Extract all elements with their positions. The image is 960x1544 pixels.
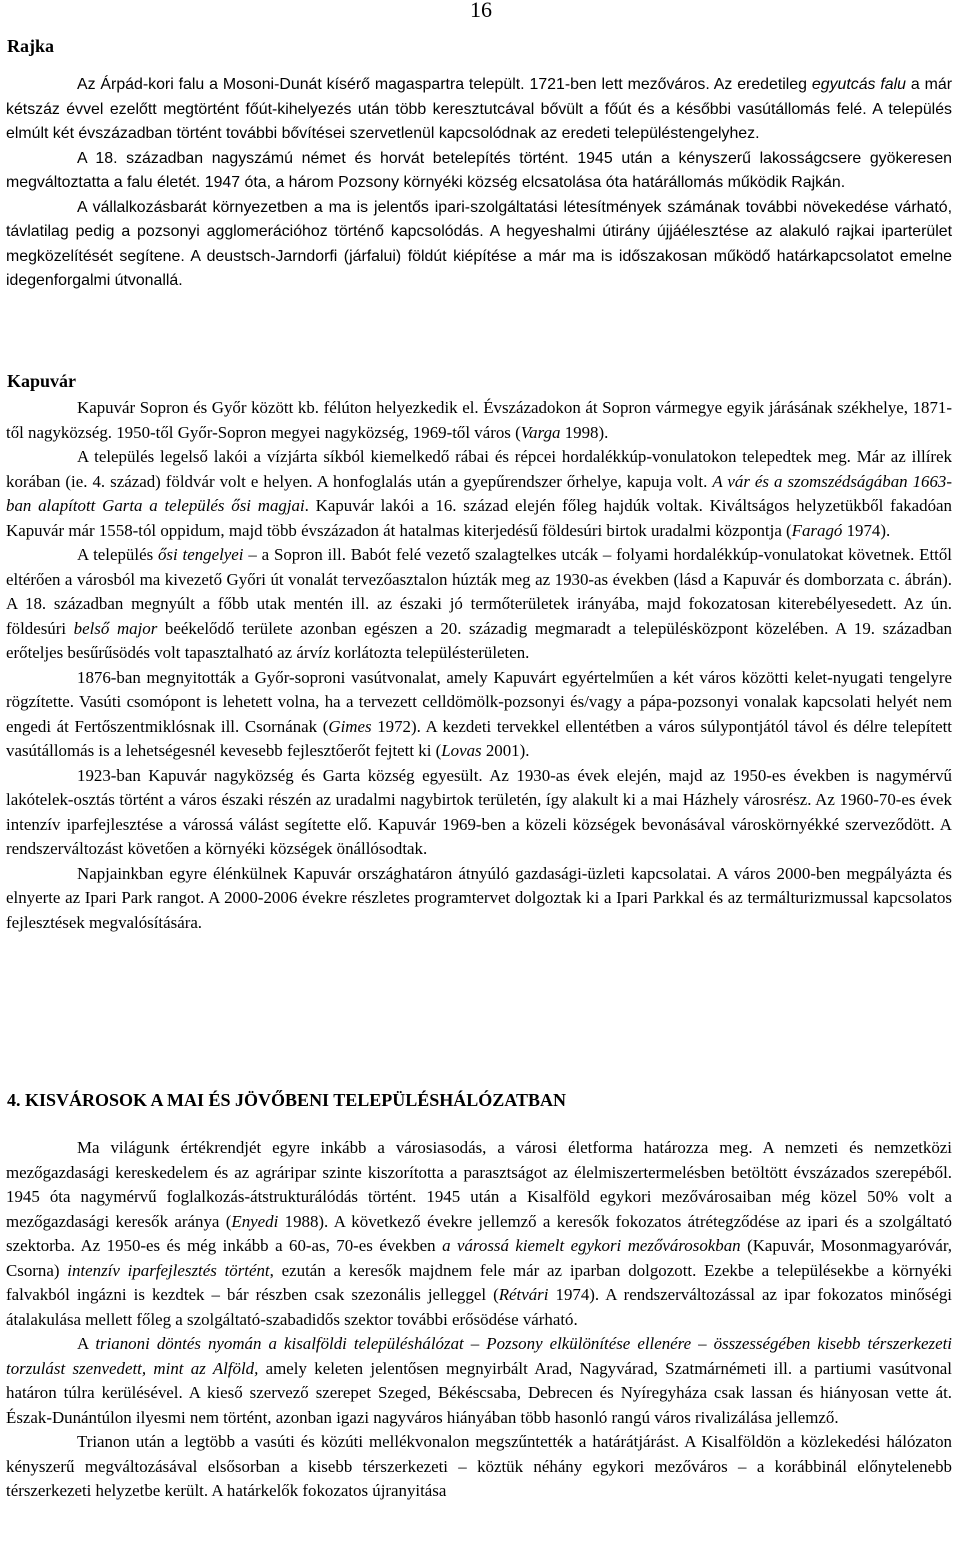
italic-text-run: Enyedi — [231, 1211, 279, 1231]
text-run: Trianon után a legtöbb a vasúti és közúti mellékvonalon megszűntették a határátjárást. A Kisalföldön a közlekedési hálózaton kényszerű megváltozásával elsősorban a kisebb térszerkezeti – köztük néhány egykori mezőváros – a korábbinál előnytelenebb térszerkezeti helyzetbe került. A határkelők fokozatos újranyitása — [6, 1432, 952, 1500]
kapuvar-paragraph-6 — [6, 862, 952, 936]
rajka-paragraph-2 — [6, 147, 952, 196]
kapuvar-paragraph-3 — [6, 543, 952, 666]
kapuvar-paragraph-4 — [6, 666, 952, 764]
italic-text-run: Rétvári — [498, 1285, 549, 1304]
italic-text-run: Gimes — [328, 716, 372, 736]
text-run: A — [77, 1334, 96, 1353]
text-run: beékelődő területe azonban egészen a 20. századig megmaradt a településközpont közelében. A 19. században erőteljes besűrűsödés volt tapasztalható az árvíz korlátozta településterületen. — [6, 618, 953, 662]
text-run: 1974). A rendszerváltozással az ipar fokozatos minőségi átalakulása mellett főleg a szolgáltató-szabadidős szektor további erősödése várható. — [6, 1285, 952, 1329]
italic-text-run: Faragó — [791, 520, 843, 540]
italic-text-run: A vár és a szomszédságában 1663-ban alapított Garta a település ősi magjai — [6, 471, 953, 515]
italic-text-run: belső major — [73, 618, 158, 638]
heading-rajka: Rajka — [7, 36, 55, 56]
text-run: A település legelső lakói a vízjárta síkból kiemelkedő rábai és répcei hordalékkúp-vonulatokon telepedtek meg. Már az illírek korában (ie. 4. század) földvár volt e helyen. A honfoglalás után a gyepűrendszer őrhelye, kapuja volt. — [6, 447, 952, 491]
text-run: , ezután a keresők majdnem fele már az iparban dolgozott. Ezekbe a településekbe a környéki falvakból ingázni is kezdtek – bár részben csak szezonális jelleggel ( — [6, 1260, 952, 1304]
text-run: – a Sopron ill. Babót felé vezető szalagtelkes utcák – folyami hordalékkúp-vonulatokat követnek. Ettől eltérően a városból ma kivezető Győri út vonalát tervezőasztalon húzták meg az 1930-as években (lásd a Kapuvár és domborzata c. ábrán). A 18. században megnyúlt a főbb utak mentén ill. az északi jó termőterületek irányába, majd fokozatosan kiterebélyesedett. Az ún. földesúri — [6, 545, 952, 638]
text-run: Az Árpád-kori falu a Mosoni-Dunát kísérő magaspartra települt. 1721-ben lett mezőváros. Az eredetileg — [77, 76, 812, 93]
italic-text-run: egyutcás falu — [811, 76, 907, 93]
heading-section-4: 4. KISVÁROSOK A MAI ÉS JÖVŐBENI TELEPÜLÉSHÁLÓZATBAN — [7, 1090, 566, 1110]
italic-text-run: Varga — [520, 422, 561, 442]
section-4-text — [6, 1136, 952, 1504]
text-run: . Kapuvár lakói a 16. század elején főleg hajdúk voltak. Kiváltságos helyzetükből fakadóan Kapuvár már 1558-tól oppidum, majd több évszázadon át hatalmas kiterjedésű földesúri birtok uradalmi központja ( — [6, 496, 952, 540]
italic-text-run: a várossá kiemelt egykori mezővárosokban — [442, 1236, 741, 1255]
italic-text-run: trianoni döntés nyomán a kisalföldi településhálózat – Pozsony elkülönítése ellenére – összességében kisebb térszerkezeti torzulást szenvedett, mint az Alföld, — [6, 1334, 952, 1378]
text-run: (Kapuvár, Mosonmagyaróvár, Csorna) — [6, 1236, 952, 1280]
text-run: A 18. században nagyszámú német és horvát betelepítés történt. 1945 után a kényszerű lakosságcsere gyökeresen megváltoztatta a falu életét. 1947 óta, a három Pozsony környéki község elcsatolása óta határállomás működik Rajkán. — [6, 149, 952, 191]
italic-text-run: intenzív iparfejlesztés történt — [67, 1260, 270, 1280]
rajka-paragraph-1 — [6, 73, 952, 147]
text-run: 1923-ban Kapuvár nagyközség és Garta község egyesült. Az 1930-as évek elején, majd az 1950-es években is nagymérvű lakótelek-osztás történt a város északi részén az uradalmi nagybirtok területén, így alakult ki a mai Házhely városrész. Az 1960-70-es évek intenzív iparfejlesztése a várossá válást segítette elő. Kapuvár 1969-ben a közeli községek bevonásával városkörnyékké szerveződött. A rendszerváltozást követően a környéki községek önállósodtak. — [6, 765, 952, 858]
kapuvar-paragraph-1 — [6, 396, 952, 445]
italic-text-run: ősi tengelyei — [157, 545, 244, 564]
rajka-text — [6, 73, 952, 294]
text-run: A település — [77, 545, 158, 564]
kapuvar-text — [6, 396, 952, 935]
text-run: Napjainkban egyre élénkülnek Kapuvár országhatáron átnyúló gazdasági-üzleti kapcsolatai. A város 2000-ben megpályázta és elnyerte az Ipari Park rangot. A 2000-2006 évekre részletes programtervet dolgoztak ki a Ipari Parkkal és az termálturizmussal kapcsolatos fejlesztések megvalósítására. — [6, 863, 952, 932]
rajka-paragraph-3 — [6, 196, 952, 294]
text-run: 2001). — [481, 741, 530, 760]
text-run: 1972). A kezdeti tervekkel ellentétben a város súlypontjától távol és délre telepített vasútállomás is a lehetségesnél kevesebb fejlesztőerőt fejtett ki ( — [6, 716, 952, 760]
italic-text-run: Lovas — [441, 741, 482, 760]
text-run: a már kétszáz évvel ezelőtt megtörtént főút-kihelyezés után több keresztutcával bővült a főút és a későbbi vasútállomás felé. A település elmúlt két évszázadban történt további bővítései szervetlenül kapcsolódnak az eredeti településtengelyhez. — [6, 76, 953, 142]
section-4-paragraph-3 — [6, 1430, 952, 1504]
text-run: 1876-ban megnyitották a Győr-soproni vasútvonalat, amely Kapuvárt egyértelműen a két város közötti kelet-nyugati tengelyre rögzítette. Vasúti csomópont is lehetett volna, ha a tervezett celldömölk-pozsonyi és/vagy a pápa-pozsonyi vonalak kapcsolati helyét nem engedi át Fertőszentmiklósnak ill. Csornának ( — [6, 667, 952, 736]
section-4-paragraph-2 — [6, 1332, 952, 1430]
heading-kapuvar: Kapuvár — [7, 371, 77, 391]
text-run: A vállalkozásbarát környezetben a ma is jelentős ipari-szolgáltatási létesítmények számának további növekedése várható, távlatilag pedig a pozsonyi agglomerációhoz történő kapcsolódás. A hegyeshalmi útirány újjáélesztése az alakuló rajkai iparterület megközelítését segítene. A deustsch-Jarndorfi (járfalui) földút kiépítése a már ma is időszakosan működő határkapcsolatot emelne idegenforgalmi útvonallá. — [6, 198, 952, 289]
kapuvar-paragraph-2 — [6, 445, 952, 543]
text-run: 1974). — [842, 520, 891, 540]
section-4-paragraph-1 — [6, 1136, 952, 1332]
text-run: 1998). — [560, 422, 609, 442]
text-run: Ma világunk értékrendjét egyre inkább a városiasodás, a városi életforma határozza meg. A nemzeti és nemzetközi mezőgazdasági kereskedelem és az agráripar szinte kiszorította a parasztságot az élelmiszertermelésben betöltött évszázados szerepéből. 1945 óta nagymérvű foglalkozás-átstrukturálódás történt. 1945 után a Kisalföld egykori mezővárosaiban még közel 50% volt a mezőgazdasági keresők aránya ( — [6, 1138, 952, 1231]
text-run: 1988). A következő évekre jellemző a keresők fokozatos átrétegződése az ipari és a szolgáltató szektorba. Az 1950-es és még inkább a 60-as, 70-es években — [6, 1211, 953, 1255]
text-run: Kapuvár Sopron és Győr között kb. félúton helyezkedik el. Évszázadokon át Sopron vármegye egyik járásának székhelye, 1871-től nagyközség. 1950-től Győr-Sopron megyei nagyközség, 1969-től város ( — [6, 398, 952, 442]
kapuvar-paragraph-5 — [6, 764, 952, 862]
page-number: 16 — [470, 0, 492, 22]
text-run: amely keleten jelentősen megnyirbált Arad, Nagyvárad, Szatmárnémeti ill. a partiumi vasútvonal határon túlra kerülésével. A kieső szervező szerepet Szeged, Békéscsaba, Debrecen és Nyíregyháza csak lassan és hiányosan vette át. Észak-Dunántúlon ilyesmi nem történt, azonban igazi nagyváros hiányában több hasonló rangú város rivalizálása jellemző. — [6, 1358, 952, 1427]
